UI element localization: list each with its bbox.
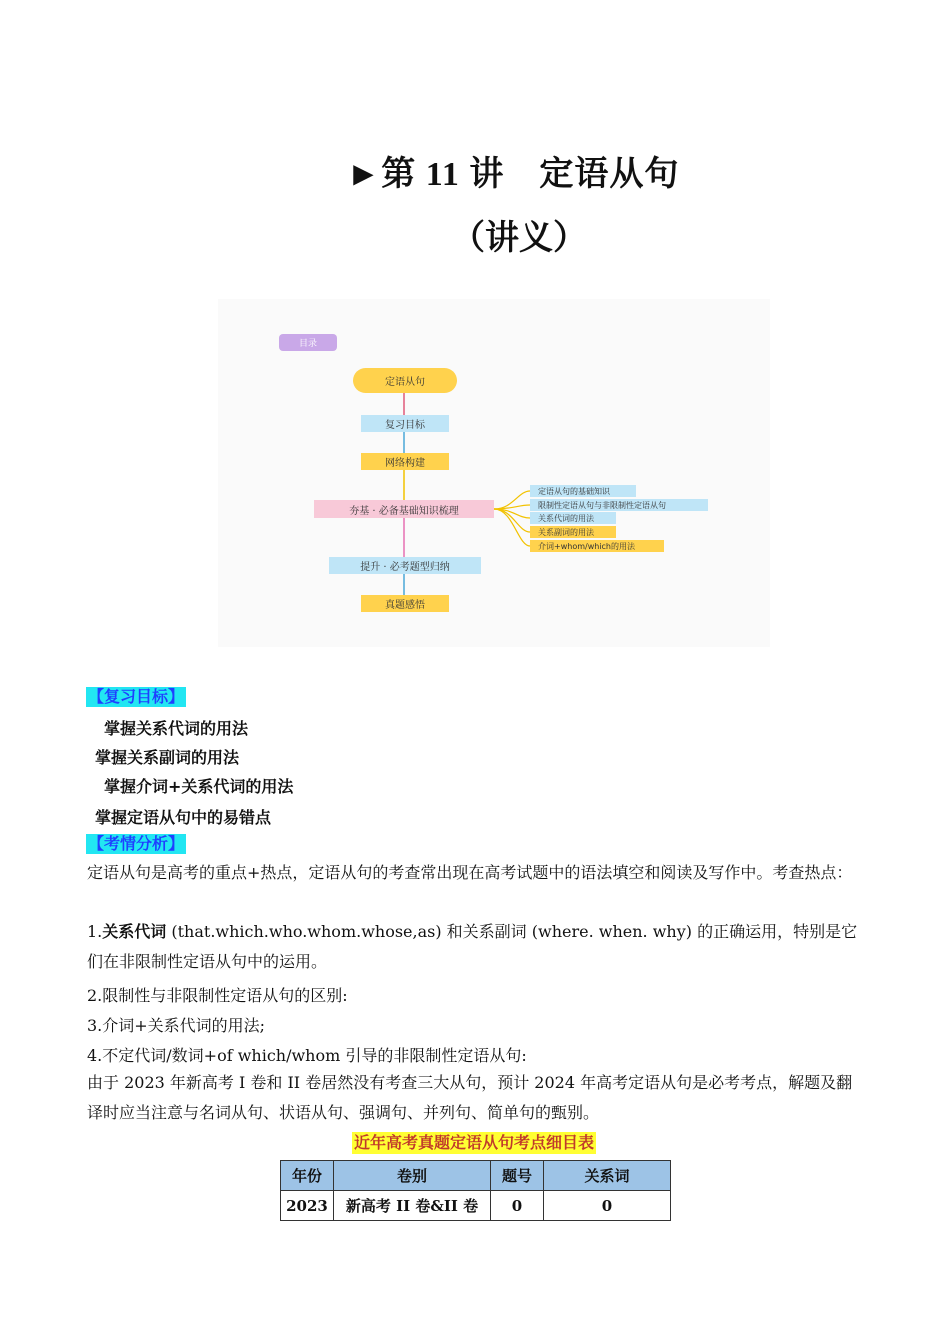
goal-item: 掌握关系副词的用法 [95, 748, 240, 767]
mindmap-root: 定语从句 [353, 368, 457, 393]
mindmap-node-real-exams: 真题感悟 [361, 595, 449, 612]
table-header-row [281, 1161, 671, 1191]
toc-label: 目录 [279, 334, 337, 351]
cell-year: 2023 [281, 1191, 334, 1221]
col-header-question: 题号 [491, 1161, 544, 1191]
col-header-paper: 卷别 [334, 1161, 491, 1191]
mindmap-node-basics: 夯基 · 必备基础知识梳理 [314, 500, 494, 518]
cell-question: 0 [491, 1191, 544, 1221]
col-header-relative: 关系词 [544, 1161, 671, 1191]
analysis-point-3: 3.介词+关系代词的用法; [87, 1016, 266, 1035]
mindmap-node-network: 网络构建 [361, 453, 449, 470]
page-subtitle: （讲义） [451, 220, 587, 257]
analysis-intro: 定语从句是高考的重点+热点，定语从句的考查常出现在高考试题中的语法填空和阅读及写作中。考查热点： [87, 863, 853, 882]
mindmap-node-improve: 提升 · 必考题型归纳 [329, 557, 481, 574]
mindmap-image [218, 299, 770, 647]
goal-item: 掌握定语从句中的易错点 [95, 808, 272, 827]
analysis-point-2: 2.限制性与非限制性定语从句的区别: [87, 986, 348, 1005]
col-header-year: 年份 [281, 1161, 334, 1191]
page-title: ►第 11 讲 定语从句 [346, 156, 680, 193]
mindmap-connectors [218, 299, 770, 647]
analysis-forecast: 由于 2023 年新高考 I 卷和 II 卷居然没有考查三大从句，预计 2024 年高考定语从句是必考考点，解题及翻译时应当注意与名词从句、状语从句、强调句、并列句、简单句的甄别。 [87, 1073, 853, 1122]
analysis-point-4: 4.不定代词/数词+of which/whom 引导的非限制性定语从句: [87, 1046, 527, 1065]
point-keyword: 关系代词 [102, 922, 167, 941]
mindmap-leaf: 关系代词的用法 [530, 512, 616, 524]
table-title: 近年高考真题定语从句考点细目表 [354, 1133, 595, 1152]
mindmap-node-goals: 复习目标 [361, 415, 449, 432]
cell-paper: 新高考 II 卷&II 卷 [334, 1191, 491, 1221]
point-text: (that.which.who.whom.whose,as) 和关系副词 (where. when. why) 的正确运用，特别是它们在非限制性定语从句中的运用。 [87, 922, 858, 971]
goal-item: 掌握介词+关系代词的用法 [104, 777, 294, 796]
mindmap-leaf: 关系副词的用法 [530, 526, 616, 538]
mindmap-leaf: 限制性定语从句与非限制性定语从句 [530, 499, 708, 511]
mindmap-leaf: 定语从句的基础知识 [530, 485, 636, 497]
goal-item: 掌握关系代词的用法 [104, 719, 249, 738]
table-row [281, 1191, 671, 1221]
exam-analysis-tag: 【考情分析】 [88, 834, 185, 853]
point-number: 1. [87, 922, 103, 941]
review-goals-tag: 【复习目标】 [88, 687, 185, 706]
cell-relative: 0 [544, 1191, 671, 1221]
mindmap-leaf: 介词+whom/which的用法 [530, 540, 664, 552]
exam-points-table [280, 1160, 671, 1221]
analysis-point-1 [87, 917, 867, 977]
